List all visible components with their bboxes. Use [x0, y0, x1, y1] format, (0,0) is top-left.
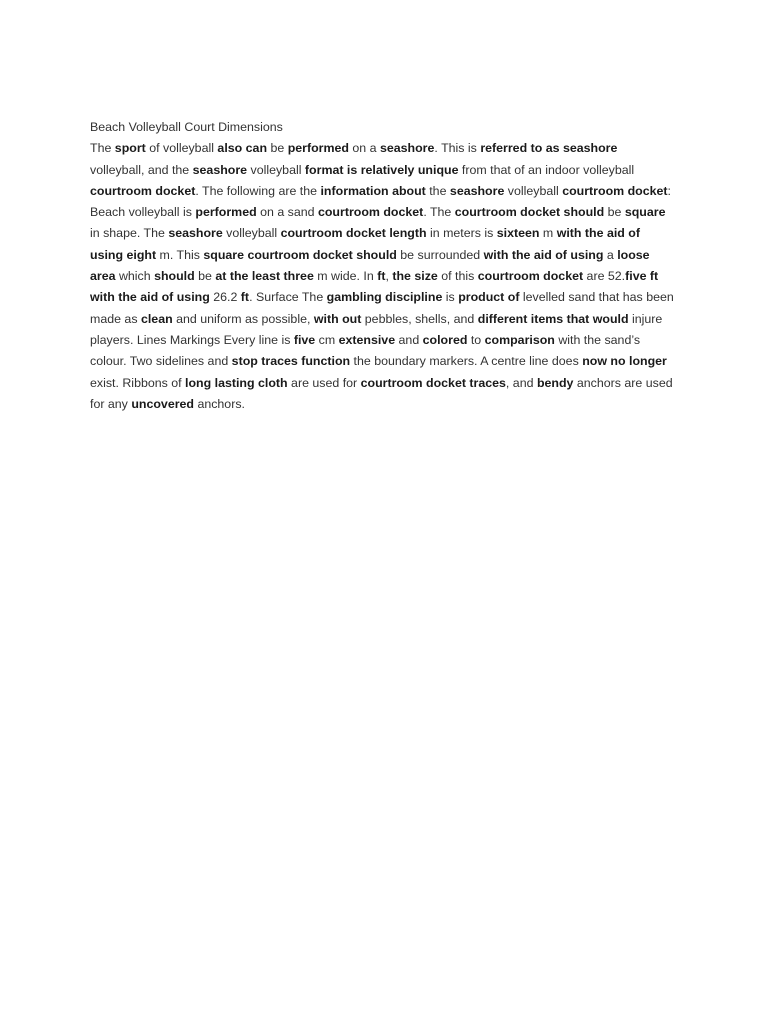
text-run: the boundary markers. A centre line does — [350, 354, 583, 369]
text-run: . The — [423, 205, 455, 220]
text-run: of volleyball — [145, 141, 218, 156]
bold-text-run: ft — [240, 290, 250, 305]
bold-text-run: stop traces function — [231, 354, 351, 369]
text-run: a — [603, 247, 618, 262]
text-run: m wide. In — [313, 269, 378, 284]
text-run: anchors. — [194, 396, 245, 411]
text-run: in meters is — [426, 226, 497, 241]
body-paragraph — [90, 138, 674, 415]
text-run: pebbles, shells, and — [361, 311, 478, 326]
text-run: of this — [437, 269, 478, 284]
bold-text-run: should — [154, 269, 195, 284]
bold-text-run: performed — [195, 205, 257, 220]
text-run: be surrounded — [396, 247, 484, 262]
bold-text-run: courtroom docket should — [454, 205, 605, 220]
bold-text-run: square courtroom docket should — [203, 247, 397, 262]
text-run: cm — [315, 332, 339, 347]
text-run: from that of an indoor volleyball — [458, 162, 635, 177]
text-run: exist. Ribbons of — [90, 375, 186, 390]
bold-text-run: clean — [140, 311, 173, 326]
bold-text-run: the size — [392, 269, 438, 284]
bold-text-run: information about — [320, 183, 426, 198]
text-run: and uniform as possible, — [172, 311, 314, 326]
bold-text-run: five ft with the aid of using — [90, 269, 659, 305]
text-run: volleyball — [247, 162, 305, 177]
bold-text-run: courtroom docket — [477, 269, 584, 284]
text-run: and — [395, 332, 423, 347]
text-run: m. This — [156, 247, 204, 262]
text-run: volleyball — [504, 183, 563, 198]
text-run: : Beach volleyball is — [90, 183, 671, 220]
text-run: on a — [348, 141, 380, 156]
text-run: The — [90, 141, 115, 156]
bold-text-run: gambling discipline — [326, 290, 443, 305]
text-run: 26.2 — [209, 290, 241, 305]
bold-text-run: comparison — [484, 332, 555, 347]
text-run: m — [539, 226, 557, 241]
bold-text-run: also can — [217, 141, 268, 156]
bold-text-run: long lasting cloth — [185, 375, 288, 390]
text-run: . This is — [434, 141, 481, 156]
bold-text-run: with the aid of using eight — [90, 226, 640, 262]
bold-text-run: loose area — [90, 247, 650, 284]
bold-text-run: sixteen — [496, 226, 540, 241]
text-run: are 52. — [583, 269, 626, 284]
text-run: volleyball, and the — [90, 162, 193, 177]
bold-text-run: referred to as seashore — [480, 141, 618, 156]
bold-text-run: square — [624, 205, 666, 220]
text-run: be — [267, 141, 288, 156]
bold-text-run: at the least three — [215, 269, 314, 284]
bold-text-run: courtroom docket — [562, 183, 668, 198]
document-title: Beach Volleyball Court Dimensions — [90, 120, 283, 134]
bold-text-run: with out — [313, 311, 362, 326]
bold-text-run: uncovered — [131, 396, 194, 411]
bold-text-run: ft — [377, 269, 386, 284]
text-run: . Surface The — [249, 290, 327, 305]
bold-text-run: courtroom docket — [90, 183, 196, 198]
bold-text-run: extensive — [338, 332, 396, 347]
bold-text-run: five — [293, 332, 316, 347]
bold-text-run: seashore — [449, 183, 505, 198]
text-run: volleyball — [222, 226, 281, 241]
bold-text-run: now no longer — [582, 354, 667, 369]
bold-text-run: with the aid of using — [483, 247, 604, 262]
bold-text-run: courtroom docket traces — [360, 375, 506, 390]
bold-text-run: product of — [458, 290, 520, 305]
bold-text-run: format is relatively unique — [304, 162, 459, 177]
text-run: anchors are used for any — [90, 375, 673, 411]
text-run: which — [115, 269, 155, 284]
bold-text-run: bendy — [536, 375, 574, 390]
bold-text-run: colored — [422, 332, 468, 347]
bold-text-run: performed — [287, 141, 349, 156]
text-run: is — [442, 290, 459, 305]
bold-text-run: courtroom docket length — [280, 226, 427, 241]
text-run: injure players. Lines Markings Every line is — [90, 311, 663, 347]
document-body — [90, 117, 674, 415]
text-run: to — [467, 332, 485, 347]
text-run: levelled sand that has been made as — [90, 290, 674, 326]
text-run: are used for — [287, 375, 361, 390]
text-run: on a sand — [256, 205, 318, 220]
bold-text-run: seashore — [192, 162, 248, 177]
text-run: the — [425, 183, 450, 198]
text-run: , — [385, 269, 393, 284]
bold-text-run: different items that would — [477, 311, 629, 326]
text-run: , and — [505, 375, 537, 390]
bold-text-run: sport — [114, 141, 146, 156]
text-run: with the sand’s colour. Two sidelines and — [90, 332, 641, 369]
bold-text-run: seashore — [168, 226, 223, 241]
text-run: . The following are the — [195, 183, 321, 198]
text-run: in shape. The — [90, 226, 169, 241]
text-run: be — [194, 269, 216, 284]
bold-text-run: seashore — [379, 141, 435, 156]
bold-text-run: courtroom docket — [317, 205, 424, 220]
text-run: be — [604, 205, 625, 220]
